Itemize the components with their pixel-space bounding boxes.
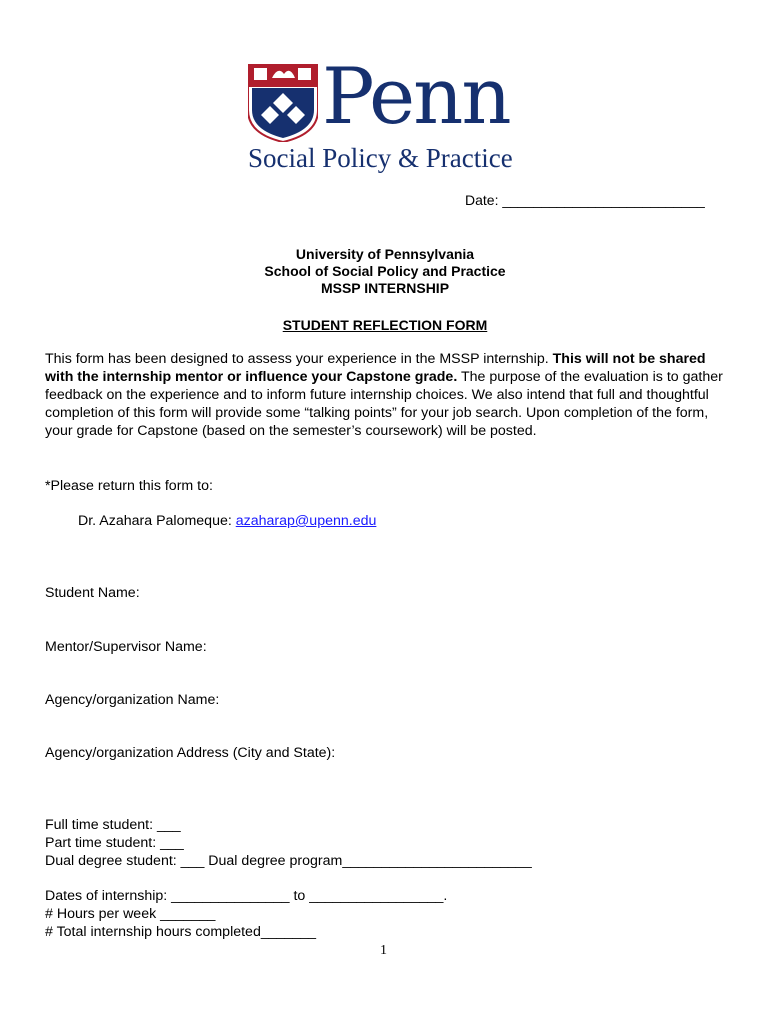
full-time-field[interactable]: Full time student: ___: [45, 817, 181, 833]
return-instruction: *Please return this form to:: [45, 478, 213, 494]
contact-name: Dr. Azahara Palomeque:: [78, 513, 236, 529]
form-title: STUDENT REFLECTION FORM: [282, 317, 488, 333]
agency-address-field[interactable]: Agency/organization Address (City and State):: [45, 745, 336, 761]
university-heading: University of Pennsylvania: [295, 246, 475, 262]
penn-logo: [248, 52, 538, 174]
school-name-logo-text: Social Policy & Practice: [248, 143, 513, 173]
intro-text-2: The purpose of the evaluation is to gather feedback on the experience and to inform future internship choices. We also intend that full and thoughtful completion of this form will provide some “talking points” for your job search. Upon completion of the form, your grade for Capstone (based on the semester’s coursework) will be posted.: [45, 369, 723, 439]
program-heading: MSSP INTERNSHIP: [320, 280, 450, 296]
dual-degree-field[interactable]: Dual degree student: ___ Dual degree program________________________: [45, 853, 532, 869]
mentor-name-field[interactable]: Mentor/Supervisor Name:: [45, 639, 207, 655]
intro-bold-text: This will not be shared with the internship mentor or influence your Capstone grade.: [45, 351, 706, 385]
penn-wordmark: Penn: [322, 52, 510, 142]
hours-per-week-field[interactable]: # Hours per week _______: [45, 906, 216, 922]
date-field[interactable]: Date: __________________________: [465, 192, 705, 208]
internship-dates-field[interactable]: Dates of internship: _______________ to _________________.: [45, 888, 448, 904]
penn-shield-icon: [248, 62, 318, 142]
total-hours-field[interactable]: # Total internship hours completed_______: [45, 924, 317, 940]
page-number: 1: [380, 943, 387, 958]
intro-text-1: This form has been designed to assess your experience in the MSSP internship.: [45, 351, 553, 367]
contact-line: [78, 513, 376, 529]
school-heading: School of Social Policy and Practice: [264, 263, 506, 279]
part-time-field[interactable]: Part time student: ___: [45, 835, 184, 851]
student-name-field[interactable]: Student Name:: [45, 585, 140, 601]
agency-name-field[interactable]: Agency/organization Name:: [45, 692, 220, 708]
intro-paragraph: [45, 350, 735, 440]
contact-email-link[interactable]: azaharap@upenn.edu: [235, 513, 377, 529]
